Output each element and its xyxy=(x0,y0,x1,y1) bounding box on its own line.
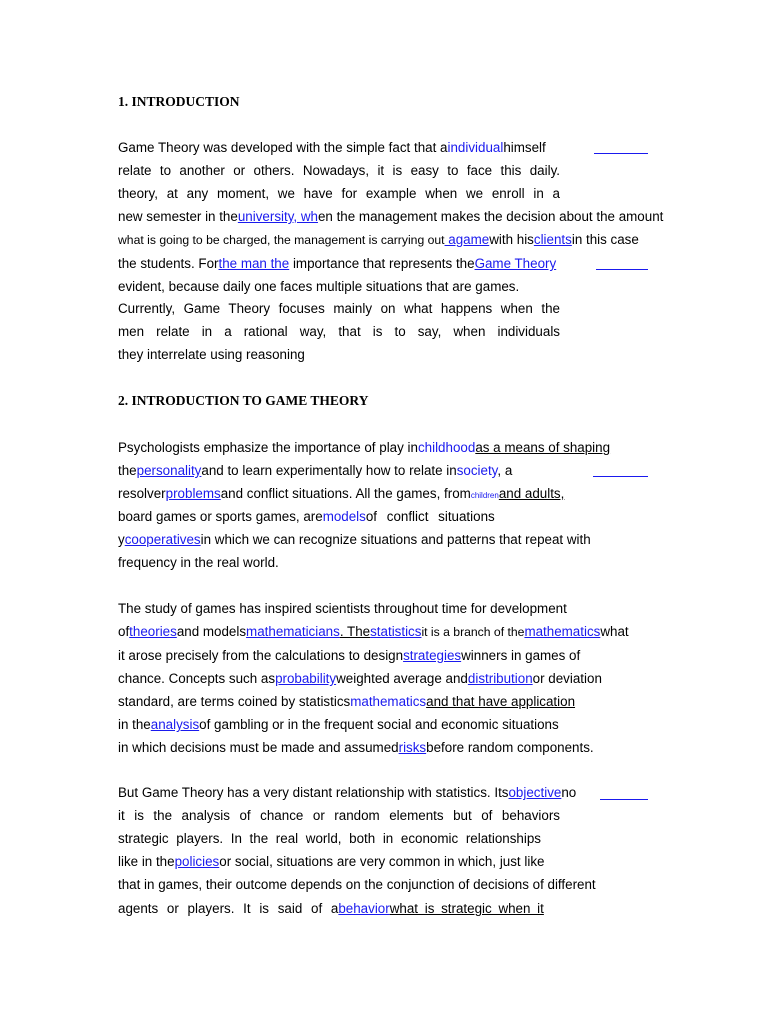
text-line xyxy=(118,347,305,363)
text: frequency in the real world. xyxy=(118,555,279,570)
link-analysis[interactable]: analysis xyxy=(150,717,200,732)
text-line xyxy=(118,671,602,687)
text-line xyxy=(118,256,556,272)
text: and to learn experimentally how to relate in xyxy=(201,463,457,478)
link-problems[interactable]: problems xyxy=(165,486,221,501)
text: that in games, their outcome depends on the conjunction of decisions of different xyxy=(118,877,596,892)
text: and that have application xyxy=(426,694,576,709)
link-theories[interactable]: theories xyxy=(129,624,177,639)
text: winners in games of xyxy=(461,648,581,663)
link-children[interactable]: children xyxy=(470,491,499,500)
text: what is going to be charged, the management is carrying out xyxy=(118,233,445,247)
text: what is strategic when it xyxy=(389,901,544,916)
text: relate to another or others. Nowadays, it is easy to face this daily. xyxy=(118,163,560,178)
text: . The xyxy=(339,624,371,639)
text: board games or sports games, are xyxy=(118,509,323,524)
link-individual[interactable]: individual xyxy=(447,140,504,155)
text: men relate in a rational way, that is to say, when individuals xyxy=(118,324,560,339)
text-line xyxy=(118,808,560,824)
text-line xyxy=(118,301,560,317)
text: or deviation xyxy=(532,671,602,686)
link-probability[interactable]: probability xyxy=(275,671,337,686)
text: en the management makes the decision about the amount xyxy=(317,209,664,224)
link-cooperatives[interactable]: cooperatives xyxy=(124,532,201,547)
text: as a means of shaping xyxy=(475,440,611,455)
link-society[interactable]: society xyxy=(456,463,498,478)
link-mathematics-2[interactable]: mathematics xyxy=(350,694,427,709)
text-line xyxy=(118,232,639,248)
text: theory, at any moment, we have for example when we enroll in a xyxy=(118,186,560,201)
text-line xyxy=(118,209,663,225)
link-statistics[interactable]: statistics xyxy=(370,624,422,639)
link-university[interactable]: university, wh xyxy=(237,209,318,224)
text: of conflict situations xyxy=(365,509,495,524)
text-line xyxy=(118,831,541,847)
text: in which decisions must be made and assumed xyxy=(118,740,399,755)
text: and models xyxy=(176,624,247,639)
text-line xyxy=(118,440,610,456)
text-line xyxy=(118,877,596,893)
text: But Game Theory has a very distant relationship with statistics. Its xyxy=(118,785,509,800)
link-behavior[interactable]: behavior xyxy=(338,901,390,916)
blank-underline xyxy=(594,153,648,154)
text: or social, situations are very common in which, just like xyxy=(219,854,545,869)
text: it arose precisely from the calculations to design xyxy=(118,648,404,663)
link-mathematicians[interactable]: mathematicians xyxy=(246,624,340,639)
text-line xyxy=(118,324,560,340)
text-line xyxy=(118,509,495,525)
text: Game Theory was developed with the simple fact that a xyxy=(118,140,448,155)
text: , a xyxy=(497,463,513,478)
text-line xyxy=(118,648,580,664)
blank-underline xyxy=(600,799,648,800)
text-line xyxy=(118,463,512,479)
link-childhood[interactable]: childhood xyxy=(417,440,476,455)
link-models[interactable]: models xyxy=(322,509,366,524)
blank-underline xyxy=(593,476,648,477)
text: importance that represents the xyxy=(289,256,475,271)
link-clients[interactable]: clients xyxy=(533,232,572,247)
text: new semester in the xyxy=(118,209,238,224)
text: before random components. xyxy=(426,740,594,755)
link-game-theory[interactable]: Game Theory xyxy=(474,256,557,271)
text: strategic players. In the real world, both in economic relationships xyxy=(118,831,541,846)
link-mathematics[interactable]: mathematics xyxy=(524,624,601,639)
text-line xyxy=(118,740,594,756)
text: himself xyxy=(503,140,546,155)
text-line xyxy=(118,186,560,202)
text-line xyxy=(118,717,559,733)
link-strategies[interactable]: strategies xyxy=(403,648,462,663)
text: weighted average and xyxy=(336,671,468,686)
text-line xyxy=(118,785,576,801)
text: in this case xyxy=(571,232,639,247)
link-distribution[interactable]: distribution xyxy=(467,671,533,686)
text: evident, because daily one faces multiple situations that are games. xyxy=(118,279,520,294)
text: of xyxy=(118,624,130,639)
text-line xyxy=(118,624,629,640)
text-line xyxy=(118,279,519,295)
text-line xyxy=(118,694,575,710)
text-line xyxy=(118,486,564,504)
blank-underline xyxy=(596,269,648,270)
text: with his xyxy=(489,232,534,247)
link-risks[interactable]: risks xyxy=(398,740,427,755)
text-line xyxy=(118,163,560,179)
text: no xyxy=(561,785,577,800)
section-heading-introduction: 1. INTRODUCTION xyxy=(118,94,240,109)
text-line xyxy=(118,601,567,617)
text: standard, are terms coined by statistics xyxy=(118,694,351,709)
text: it is the analysis of chance or random elements but of behaviors xyxy=(118,808,560,823)
text: Currently, Game Theory focuses mainly on what happens when the xyxy=(118,301,560,316)
text: the students. For xyxy=(118,256,219,271)
text: in which we can recognize situations and patterns that repeat with xyxy=(200,532,591,547)
text-line xyxy=(118,854,544,870)
text: like in the xyxy=(118,854,175,869)
text: agents or players. It is said of a xyxy=(118,901,339,916)
text: in the xyxy=(118,717,151,732)
text: they interrelate using reasoning xyxy=(118,347,305,362)
link-the-man[interactable]: the man the xyxy=(218,256,290,271)
section-heading-game-theory: 2. INTRODUCTION TO GAME THEORY xyxy=(118,393,369,408)
text-line xyxy=(118,901,544,917)
text: y xyxy=(118,532,125,547)
text: what xyxy=(600,624,629,639)
text: the xyxy=(118,463,137,478)
link-personality[interactable]: personality xyxy=(136,463,202,478)
link-objective[interactable]: objective xyxy=(508,785,562,800)
text-line xyxy=(118,140,546,156)
text: and adults, xyxy=(498,486,565,501)
link-game[interactable]: agame xyxy=(444,232,490,247)
text: The study of games has inspired scientists throughout time for development xyxy=(118,601,567,616)
text: chance. Concepts such as xyxy=(118,671,276,686)
text: resolver xyxy=(118,486,166,501)
text-line xyxy=(118,532,591,548)
text: Psychologists emphasize the importance of play in xyxy=(118,440,418,455)
text: of gambling or in the frequent social and economic situations xyxy=(199,717,559,732)
link-policies[interactable]: policies xyxy=(174,854,220,869)
text: it is a branch of the xyxy=(421,625,525,639)
text: and conflict situations. All the games, from xyxy=(220,486,471,501)
text-line xyxy=(118,555,279,571)
